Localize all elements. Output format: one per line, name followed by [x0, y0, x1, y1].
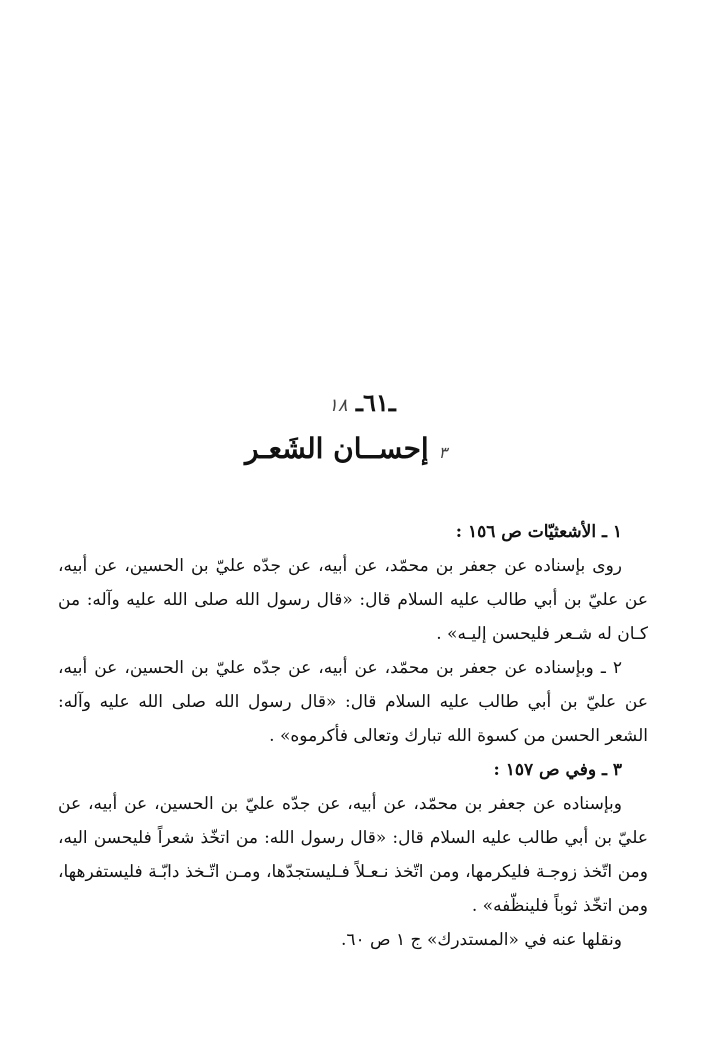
paragraph-1: روى بإسناده عن جعفر بن محمّد، عن أبيه، عن جدّه عليّ بن الحسين، عن أبيه، عن عليّ بن أبي طالب عليه السلام قال: «قال رسول الله صلى الله عليه وآله: من كـان له شـعر فليحسن إليـه» . [58, 556, 648, 644]
page-number-header [0, 388, 706, 417]
chapter-title-text: إحســان الشَعـر [244, 432, 429, 465]
paragraph-4: ونقلها عنه في «المستدرك» ج ١ ص ٦٠. [340, 930, 622, 950]
section-heading-1: ١ ـ الأشعثيّات ص ١٥٦ : [455, 522, 622, 542]
chapter-title [0, 432, 706, 465]
section-heading-2: ٣ ـ وفي ص ١٥٧ : [493, 760, 622, 780]
handwritten-page-note: ١٨ [328, 395, 348, 416]
header-number: ـ٦١ـ [355, 388, 396, 417]
handwritten-margin-mark: ٣ [438, 443, 448, 462]
paragraph-2: ٢ ـ وبإسناده عن جعفر بن محمّد، عن أبيه، عن جدّه عليّ بن الحسين، عن أبيه، عن عليّ بن أبي طالب عليه السلام قال: «قال رسول الله صلى الله عليه وآله: الشعر الحسن من كسوة الله تبارك وتعالى فأكرموه» . [58, 658, 648, 746]
body-text [58, 515, 648, 957]
paragraph-3: وبإسناده عن جعفر بن محمّد، عن أبيه، عن جدّه عليّ بن الحسين، عن أبيه، عن عليّ بن أبي طالب عليه السلام قال: «قال رسول الله: من اتخّذ شعراً فليحسن اليه، ومن اتّخذ زوجـة فليكرمها، ومن اتّخذ نـعـلاً فـليستجدّها، ومـن اتّـخذ دابّـة فليستفرهها، ومن اتخّذ ثوباً فلينظّفه» . [58, 794, 648, 916]
